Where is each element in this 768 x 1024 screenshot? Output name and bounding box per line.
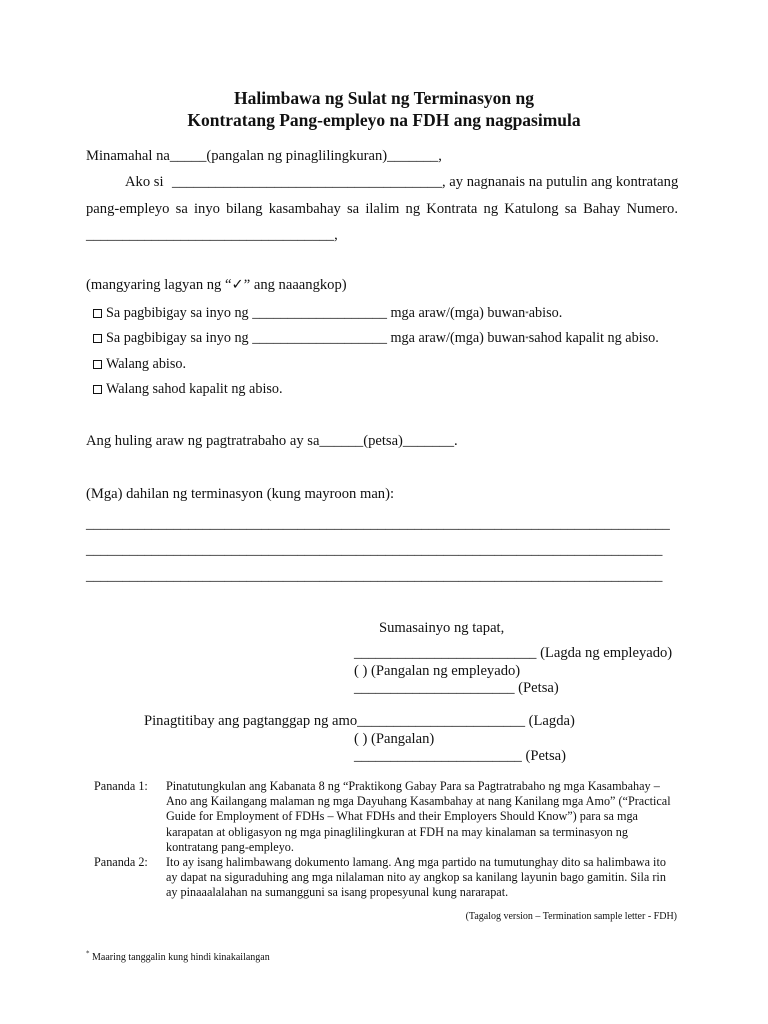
option-text: Sa pagbibigay sa inyo ng ___________________ mga araw/(mga) buwan [106,305,526,321]
last-day-line: Ang huling araw ng pagtratrabaho ay sa______(petsa)_______. [86,433,458,449]
reasons-label: (Mga) dahilan ng terminasyon (kung mayroon man): [86,486,395,502]
option-notice-days: Sa pagbibigay sa inyo ng ___________________ mga araw/(mga) buwan * abiso. [93,305,562,322]
note-2-line: ay dapat na siguraduhing ang mga nilalaman nito ay angkop sa kanilang layunin bago gamitin. Sila rin [166,870,666,885]
option-no-notice [93,356,186,373]
option-text: Walang abiso. [106,356,187,372]
employee-signature-line: _________________________ (Lagda ng empleyado) [354,645,673,661]
employer-signature-line: Pinagtitibay ang pagtanggap ng amo_______________________ (Lagda) [144,713,575,729]
footnote-text: Maaring tanggalin kung hindi kinakailangan [89,952,270,963]
intro-line-3: __________________________________, [86,227,338,243]
employer-name-line: ( ) (Pangalan) [354,731,435,747]
salutation: Minamahal na_____(pangalan ng pinaglilingkuran)_______, [86,148,442,164]
note-2-line: ay pinaaalalahan na sumangguni sa isang propesyunal kung nararapat. [166,885,509,900]
option-text: Sa pagbibigay sa inyo ng ___________________ mga araw/(mga) buwan [106,330,526,346]
footnote [86,949,270,963]
intro-line-2: pang-empleyo sa inyo bilang kasambahay sa ilalim ng Kontrata ng Katulong sa Bahay Numero. [86,201,678,217]
reasons-line-2: _______________________________________________________________________________ [86,542,663,558]
note-1-line: Pinatutungkulan ang Kabanata 8 ng “Praktikong Gabay Para sa Pagtratrabaho ng mga Kasambahay – [166,779,660,793]
checkbox[interactable] [93,360,102,369]
note-1-line: karapatan at obligasyon ng mga pinaglilingkuran at FDH na may kinalaman sa terminasyon ng [166,824,628,839]
reasons-line-1: ________________________________________________________________________________ [86,516,670,532]
note-2-text [166,855,666,901]
title-line-1: Halimbawa ng Sulat ng Terminasyon ng [233,88,534,108]
employee-name-line: ( ) (Pangalan ng empleyado) [354,663,521,679]
note-1-line: Ano ang Kailangang malaman ng mga Dayuhang Kasambahay at nang Kanilang mga Amo” (“Practical [166,794,671,809]
note-1-label: Pananda 1: [94,779,148,793]
checkbox[interactable] [93,385,102,394]
title-line-2: Kontratang Pang-empleyo na FDH ang nagpasimula [187,110,581,130]
footnote-mark: * [86,949,90,958]
note-2-label: Pananda 2: [94,855,148,869]
intro-line-1-end: _____________________________________, ay nagnanais na putulin ang kontratang [172,174,679,190]
option-text-end: sahod kapalit ng abiso. [528,330,659,346]
employer-date-line: _______________________ (Petsa) [354,748,567,764]
option-no-wages [93,381,283,398]
checkbox[interactable] [93,309,102,318]
reasons-line-3: _______________________________________________________________________________ [86,568,663,584]
note-1-line: kontratang pang-empleyo. [166,839,294,854]
closing-text: Sumasainyo ng tapat, [379,620,505,636]
note-2-line: Ito ay isang halimbawang dokumento lamang. Ang mga partido na tumutunghay dito sa halimbawa ito [166,855,666,869]
option-text-end: abiso. [528,305,563,321]
instruction-text: (mangyaring lagyan ng “✓” ang naaangkop) [86,277,347,293]
version-label: (Tagalog version – Termination sample letter - FDH) [465,911,677,922]
note-1-text [166,779,671,855]
employee-date-line: ______________________ (Petsa) [354,680,559,696]
note-1-line: Guide for Employment of FDHs – What FDHs and their Employers Should Know”) para sa mga [166,809,638,824]
checkbox[interactable] [93,334,102,343]
intro-line-1-start: Ako si [125,174,164,190]
option-text: Walang sahod kapalit ng abiso. [106,381,283,397]
option-wages-in-lieu: Sa pagbibigay sa inyo ng ___________________ mga araw/(mga) buwan * sahod kapalit ng abiso. [93,330,659,347]
